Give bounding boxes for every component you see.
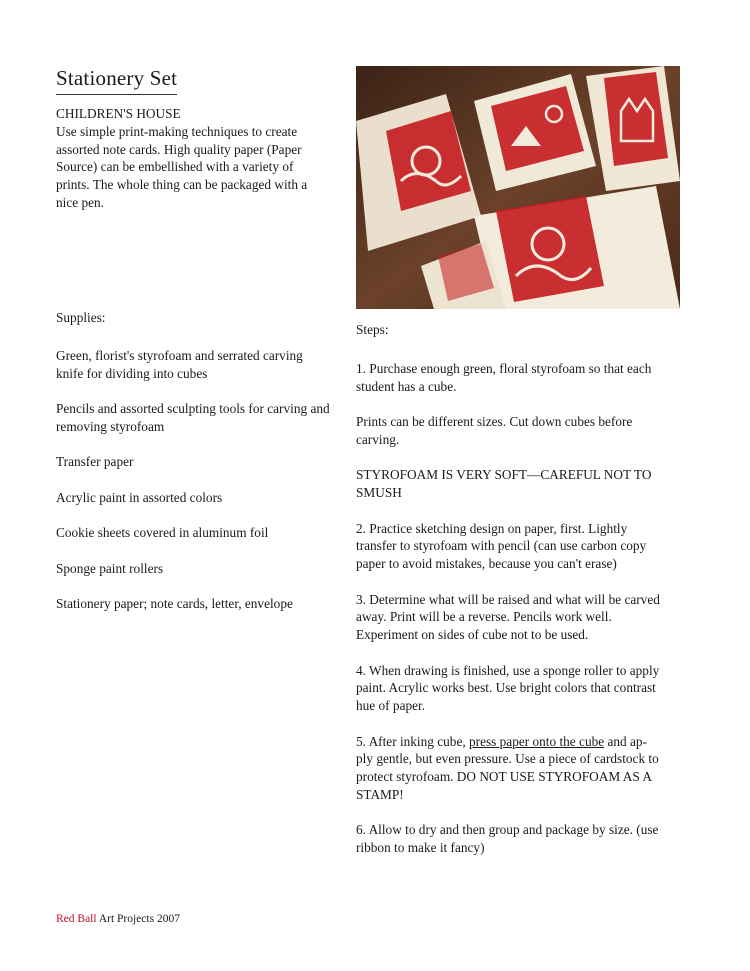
warning-note: STYROFOAM IS VERY SOFT—CAREFUL NOT TO SMUSH <box>356 467 652 501</box>
list-item: Pencils and assorted sculpting tools for carving and removing styrofoam <box>56 401 330 434</box>
list-item: Stationery paper; note cards, letter, envelope <box>56 595 293 611</box>
step-3: 3. Determine what will be raised and what will be carved away. Print will be a reverse. Pencils work well. Experiment on sides of cube not to be used. <box>356 591 660 643</box>
step-5 <box>356 733 661 804</box>
intro-subtitle: CHILDREN'S HOUSE <box>56 106 181 121</box>
list-item: Sponge paint rollers <box>56 560 164 576</box>
step-2: 2. Practice sketching design on paper, first. Lightly transfer to styrofoam with pencil (can use carbon copy paper to avoid mistakes, because you can't erase) <box>356 520 647 572</box>
step-1-note: Prints can be different sizes. Cut down cubes before carving. <box>356 414 633 447</box>
steps-list <box>356 360 661 874</box>
footer-text: Art Projects 2007 <box>96 913 180 925</box>
step-6: 6. Allow to dry and then group and package by size. (use ribbon to make it fancy) <box>356 822 659 856</box>
list-item: Cookie sheets covered in aluminum foil <box>56 525 269 541</box>
list-item: Transfer paper <box>56 454 134 470</box>
intro-body: Use simple print-making techniques to create assorted note cards. High quality paper (Paper Source) can be embellished with a variety of prints. The whole thing can be packaged with a nice pen. <box>56 123 308 210</box>
supplies-heading: Supplies: <box>56 310 106 325</box>
list-item: Acrylic paint in assorted colors <box>56 489 223 505</box>
list-item: Green, florist's styrofoam and serrated carving knife for dividing into cubes <box>56 348 303 381</box>
step-1: 1. Purchase enough green, floral styrofoam so that each student has a cube. <box>356 361 652 394</box>
footer <box>56 913 180 925</box>
stationery-photo <box>356 66 680 309</box>
step-5-emphasis: press paper onto the cube <box>469 733 605 749</box>
intro <box>56 105 326 212</box>
step-5-end: and ap-ply gentle, but even pressure. Use a piece of cardstock to protect styrofoam. DO NOT USE STYROFOAM AS A STAMP! <box>356 733 659 802</box>
footer-brand: Red Ball <box>56 913 97 925</box>
page-title: Stationery Set <box>56 66 177 95</box>
step-4: 4. When drawing is finished, use a sponge roller to apply paint. Acrylic works best. Use bright colors that contrast hue of paper. <box>356 662 660 714</box>
steps-heading: Steps: <box>356 322 389 337</box>
step-5-start: 5. After inking cube, <box>356 733 469 749</box>
supplies-list <box>56 347 331 630</box>
